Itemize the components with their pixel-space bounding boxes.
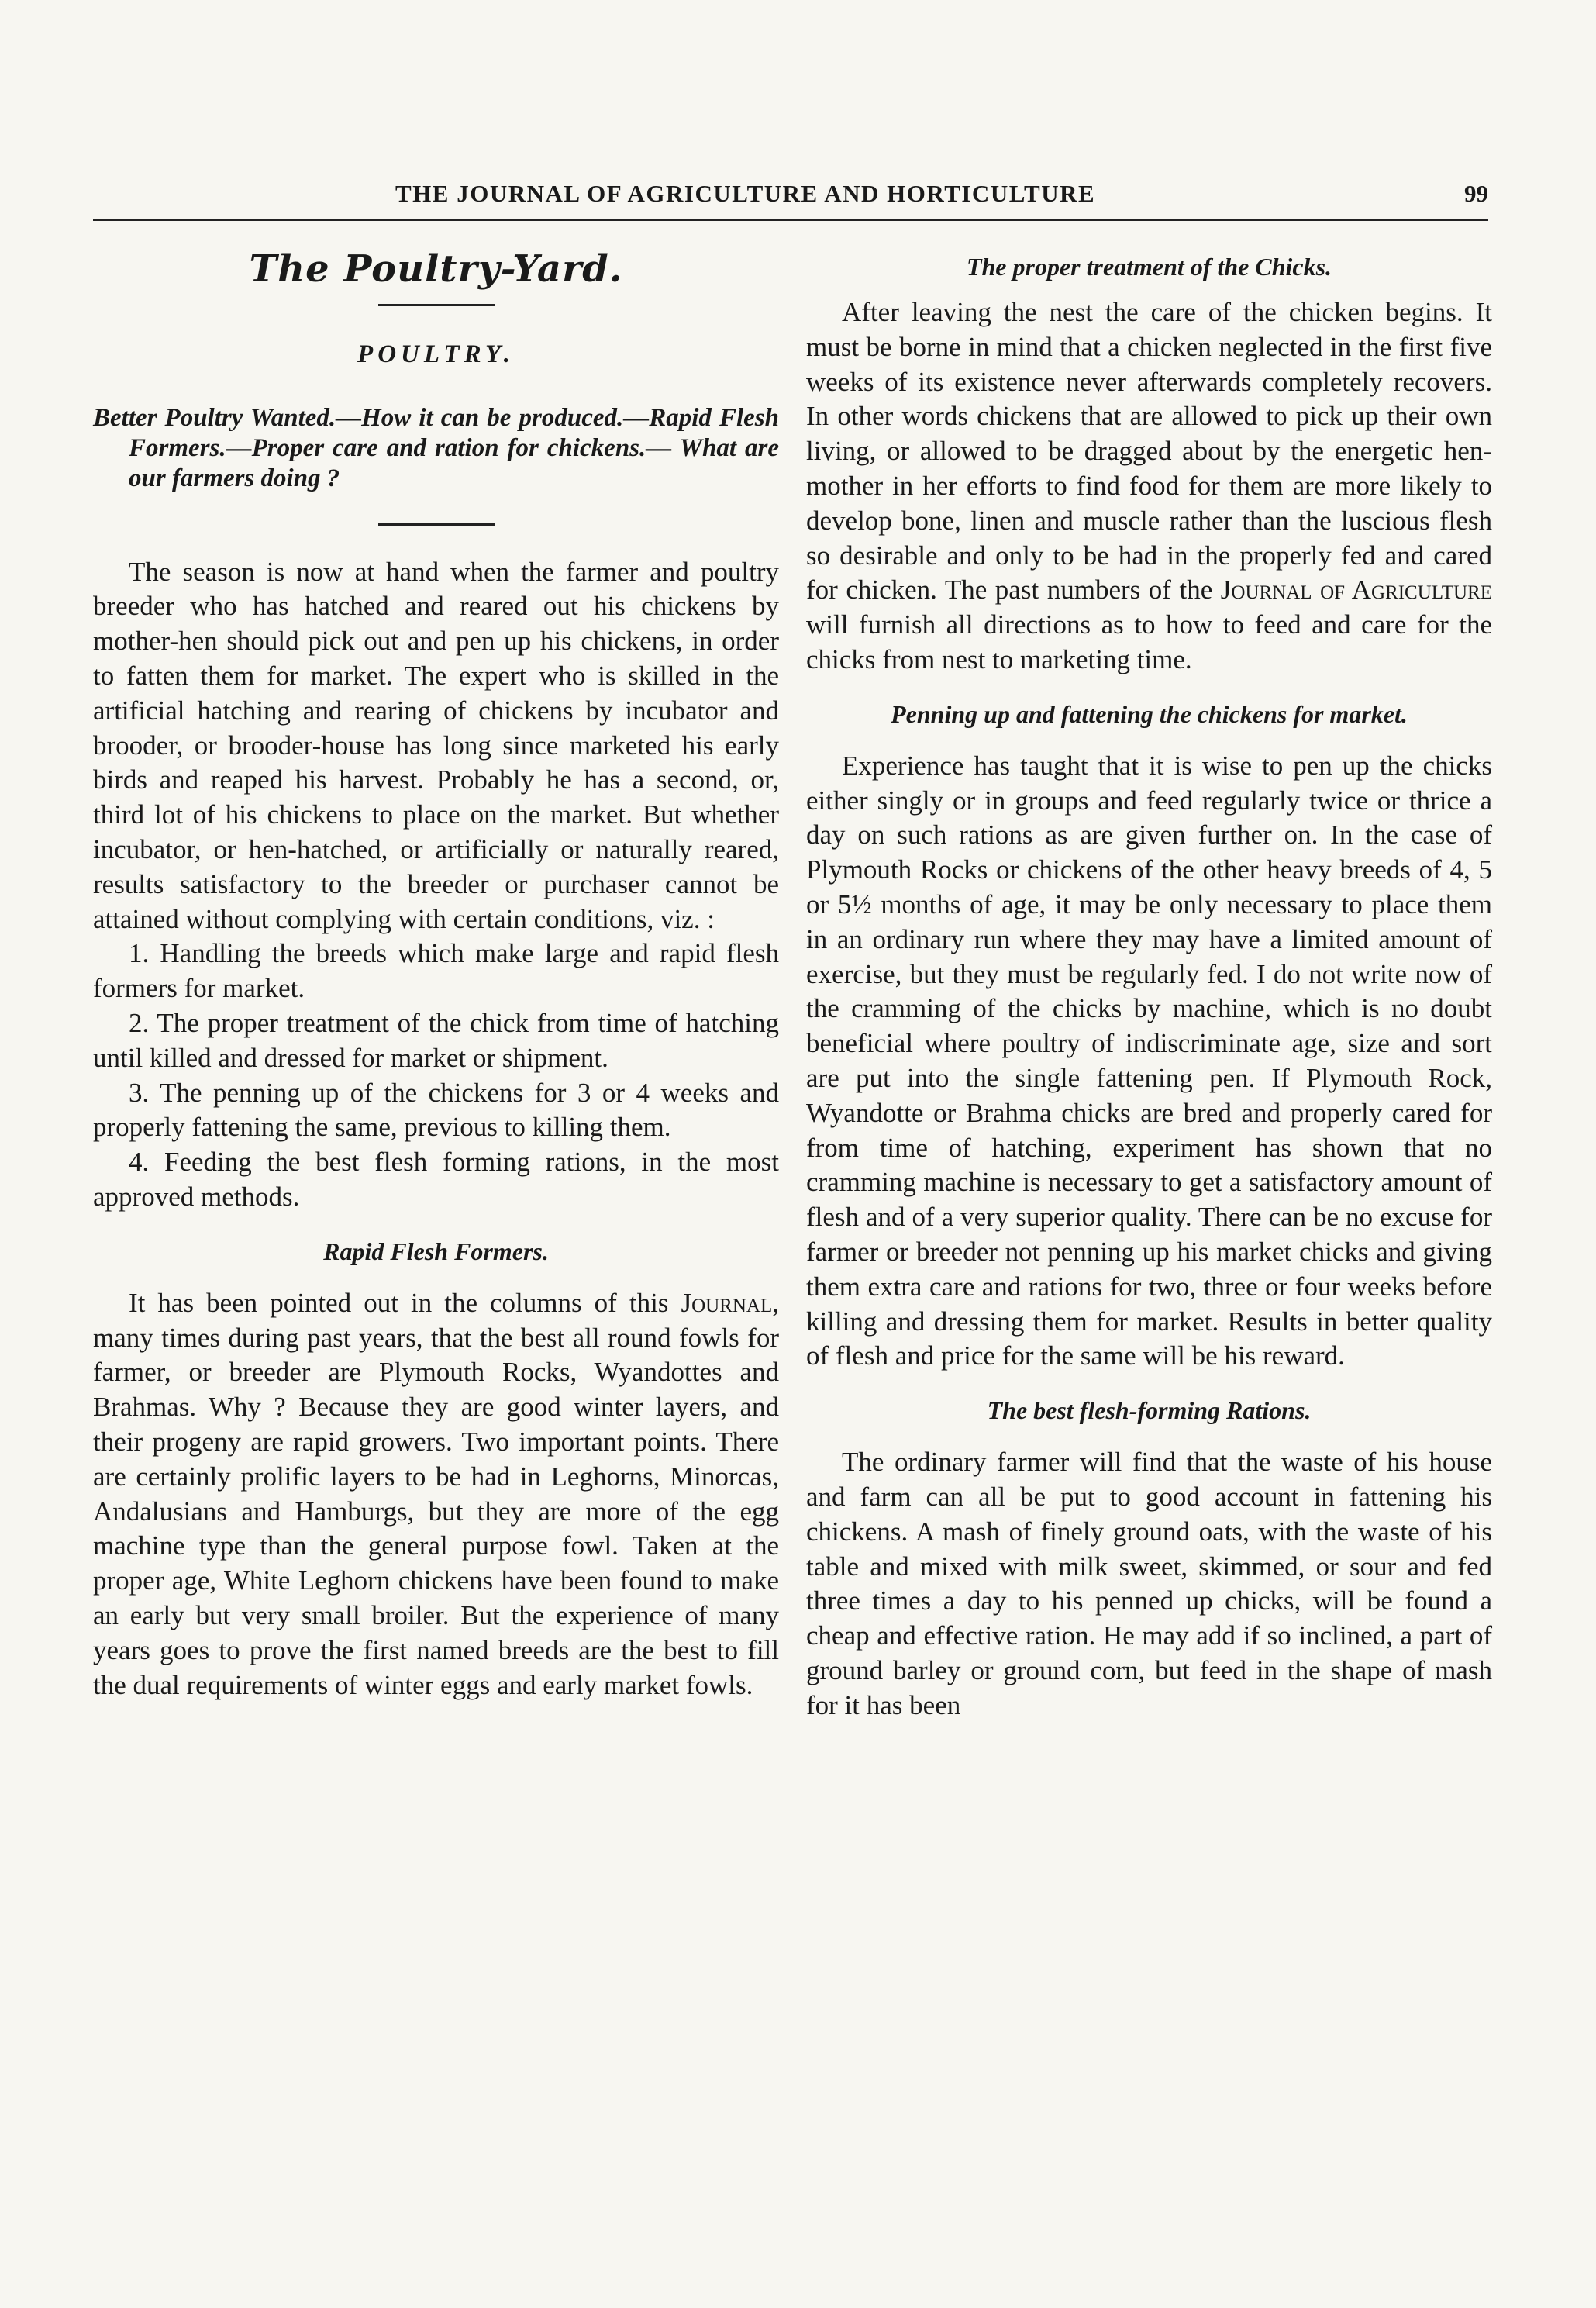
subhead-proper-treatment: The proper treatment of the Chicks. bbox=[966, 253, 1332, 281]
running-head bbox=[93, 180, 1488, 221]
section-subtitle: POULTRY. bbox=[357, 340, 515, 368]
rapid-text-a: It has been pointed out in the columns of this bbox=[129, 1287, 681, 1318]
treatment-paragraph bbox=[806, 295, 1492, 678]
page-number: 99 bbox=[1464, 180, 1488, 207]
section-title: The Poultry-Yard. bbox=[249, 247, 623, 291]
journal-name-full: Journal of Agriculture bbox=[1220, 574, 1492, 605]
right-column bbox=[806, 252, 1492, 1723]
title-rule bbox=[378, 304, 495, 306]
intro-paragraph: The season is now at hand when the farmer and poultry breeder who has hatched and reared out his chickens by mother-hen should pick out and pen up his chickens, in order to fatten them for market. The expert who is skilled in the artificial hatching and rearing of chickens by incubator and brooder, or brooder-house has long since marketed his early birds and reaped his harvest. Probably he has a second, or, third lot of his chickens to place on the market. But whether incubator, or hen-hatched, or artificially or naturally reared, results satisfactory to the breeder or purchaser cannot be attained without complying with certain conditions, viz. : bbox=[93, 556, 779, 934]
subhead-rapid-flesh-formers: Rapid Flesh Formers. bbox=[323, 1237, 549, 1265]
list-item-4: 4. Feeding the best flesh forming rations, in the most approved methods. bbox=[93, 1147, 779, 1212]
journal-name: Journal bbox=[681, 1287, 773, 1318]
rapid-paragraph bbox=[93, 1286, 779, 1703]
journal-title: THE JOURNAL OF AGRICULTURE AND HORTICULTURE bbox=[395, 180, 1096, 207]
left-column bbox=[93, 247, 779, 1703]
treatment-text-a: After leaving the nest the care of the chicken begins. It must be borne in mind that a chicken neglected in the first five weeks of its existence never afterwards completely recovers. In other words chickens that are allowed to pick up their own living, or allowed to be dragged about by the energetic hen-mother in her efforts to find food for them are more likely to develop bone, linen and muscle rather than the luscious flesh so desirable and only to be had in the properly fed and cared for chicken. The past numbers of the bbox=[806, 297, 1492, 605]
list-item-2: 2. The proper treatment of the chick from time of hatching until killed and dressed for market or shipment. bbox=[93, 1007, 779, 1073]
penning-paragraph: Experience has taught that it is wise to pen up the chicks either singly or in groups and feed regularly twice or thrice a day on such rations as are given further on. In the case of Plymouth Rocks or chickens of the other heavy breeds of 4, 5 or 5½ months of age, it may be only necessary to place them in an ordinary run where they may have a limited amount of exercise, but they must be regularly fed. I do not write now of the cramming of the chicks by machine, which is no doubt beneficial where poultry of indiscriminate age, size and sort are put into the single fattening pen. If Plymouth Rock, Wyandotte or Brahma chicks are bred and properly cared for from time of hatching, experiment has shown that no cramming machine is necessary to get a satisfactory amount of flesh and of a very superior quality. There can be no excuse for farmer or breeder not penning up his market chicks and giving them extra care and rations for two, three or four weeks before killing and dressing them for market. Results in better quality of flesh and price for the same will be his reward. bbox=[806, 750, 1492, 1371]
rations-paragraph: The ordinary farmer will find that the waste of his house and farm can all be put to good account in fattening his chickens. A mash of finely ground oats, with the waste of his table and mixed with milk sweet, skimmed, or sour and fed three times a day to his penned up chicks, will be found a cheap and effective ration. He may add if so inclined, a part of ground barley or ground corn, but feed in the shape of mash for it has been bbox=[806, 1447, 1492, 1720]
synopsis-rule bbox=[378, 523, 495, 526]
rapid-text-b: , many times during past years, that the best all round fowls for farmer, or breeder are Plymouth Rocks, Wyandottes and Brahmas. Why ? Because they are good winter layers, and their progeny are rapid growers. Two important points. There are certainly prolific layers to be had in Leghorns, Minorcas, Andalusians and Hamburgs, but they are more of the egg machine type than the general purpose fowl. Taken at the proper age, White Leghorn chickens have been found to make an early but very small broiler. But the experience of many years goes to prove the first named breeds are the best to fill the dual requirements of winter eggs and early market fowls. bbox=[93, 1287, 779, 1700]
subhead-penning-up: Penning up and fattening the chickens for market. bbox=[891, 699, 1408, 728]
list-item-1: 1. Handling the breeds which make large and rapid flesh formers for market. bbox=[93, 938, 779, 1004]
list-item-3: 3. The penning up of the chickens for 3 or 4 weeks and properly fattening the same, previous to killing them. bbox=[93, 1077, 779, 1143]
article-synopsis bbox=[93, 403, 779, 494]
treatment-text-b: will furnish all directions as to how to feed and care for the chicks from nest to marketing time. bbox=[806, 609, 1492, 674]
synopsis-text: Better Poultry Wanted.—How it can be produced.—Rapid Flesh Formers.—Proper care and ration for chickens.— What are our farmers doing ? bbox=[93, 403, 779, 492]
subhead-best-rations: The best flesh-forming Rations. bbox=[987, 1396, 1312, 1425]
